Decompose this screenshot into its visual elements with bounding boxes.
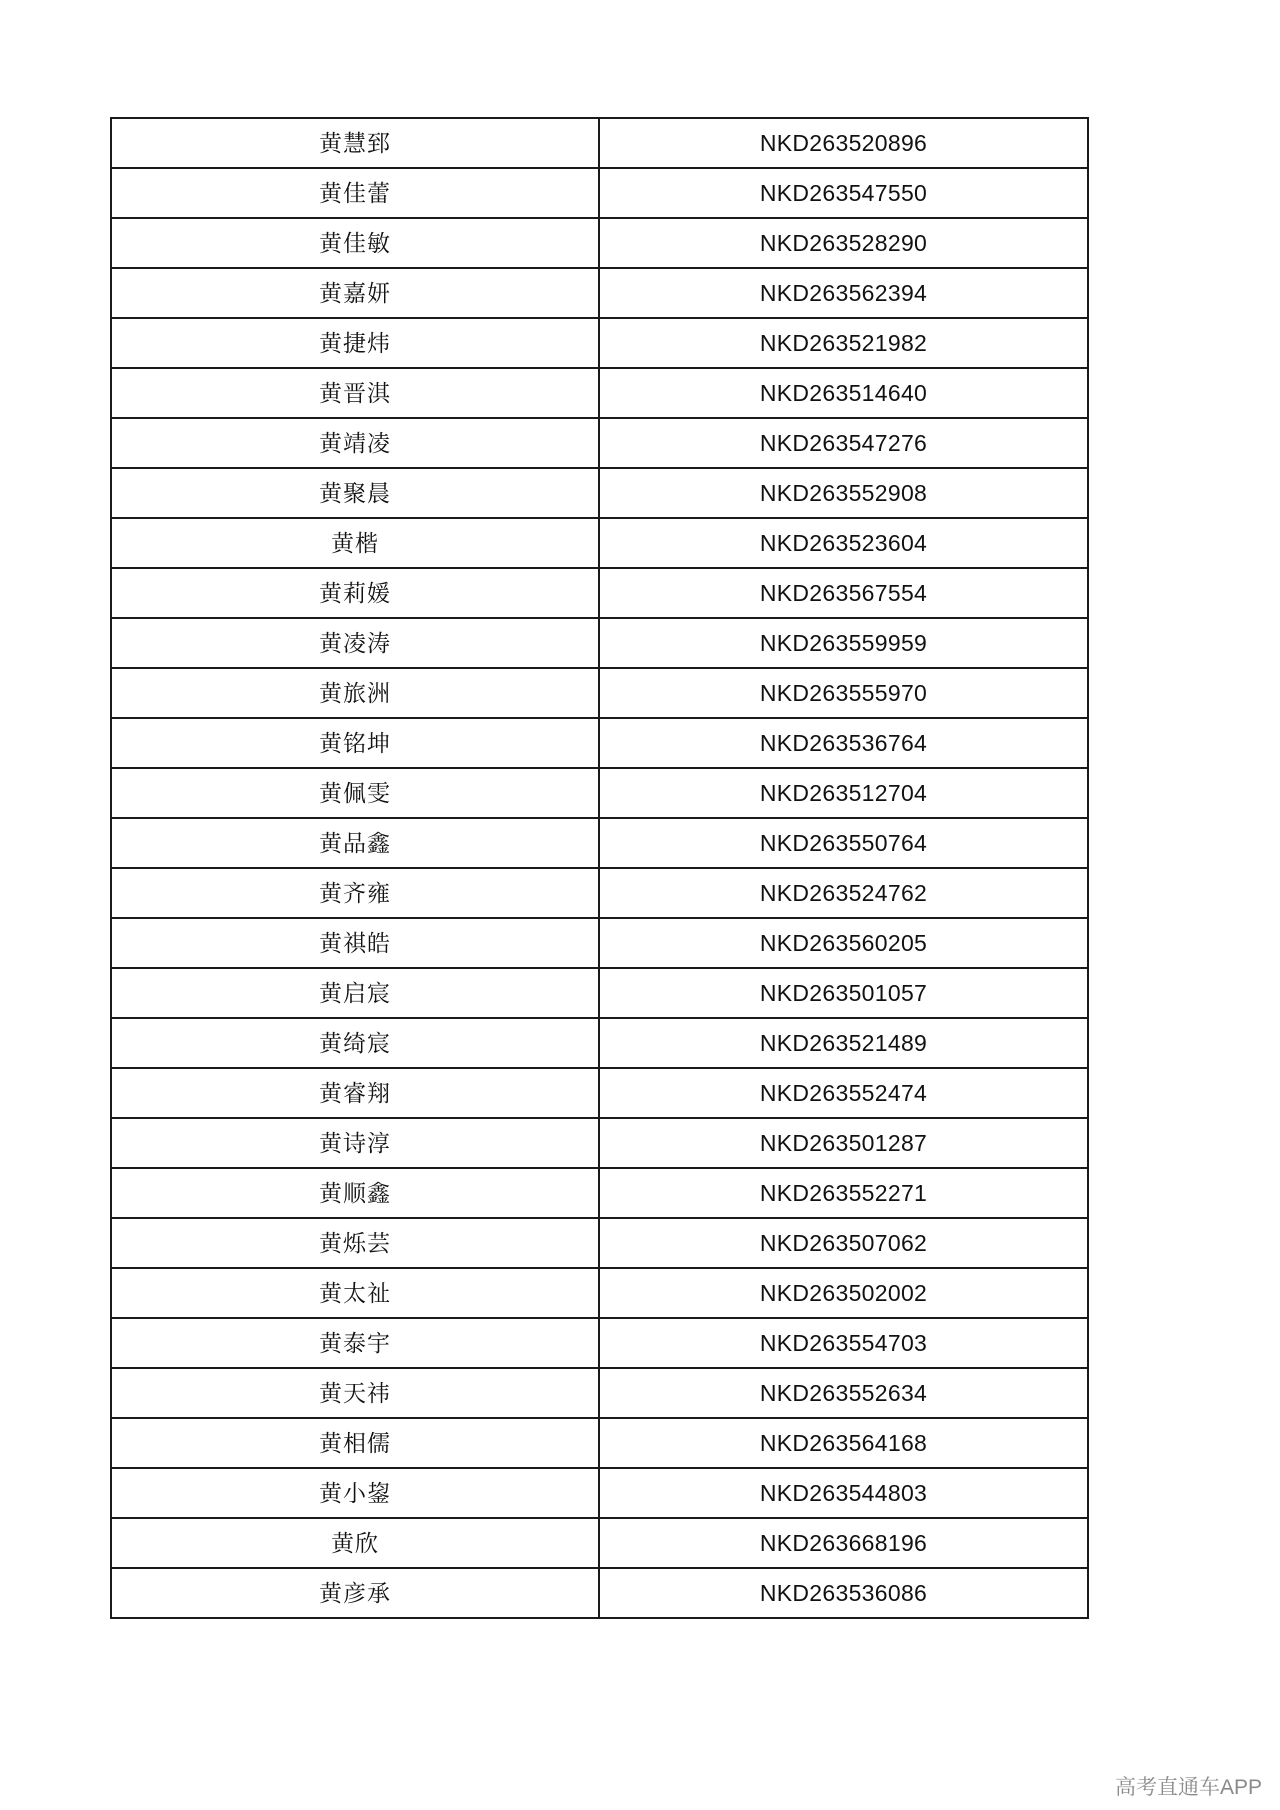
registration-id-cell: NKD263547276	[599, 418, 1088, 468]
student-name-cell: 黄启宸	[111, 968, 599, 1018]
registration-id-cell: NKD263514640	[599, 368, 1088, 418]
student-roster-table	[110, 117, 1089, 1619]
registration-id-cell: NKD263502002	[599, 1268, 1088, 1318]
watermark-text: 高考直通车APP	[1114, 1776, 1262, 1799]
table-row	[111, 268, 1088, 318]
table-row	[111, 1418, 1088, 1468]
table-row	[111, 1068, 1088, 1118]
registration-id-cell: NKD263521489	[599, 1018, 1088, 1068]
table-row	[111, 1518, 1088, 1568]
registration-id-cell: NKD263559959	[599, 618, 1088, 668]
student-name-cell: 黄慧郅	[111, 118, 599, 168]
registration-id-cell: NKD263512704	[599, 768, 1088, 818]
student-name-cell: 黄小鋆	[111, 1468, 599, 1518]
student-name-cell: 黄佳蕾	[111, 168, 599, 218]
student-name-cell: 黄齐雍	[111, 868, 599, 918]
student-name-cell: 黄顺鑫	[111, 1168, 599, 1218]
table-row	[111, 418, 1088, 468]
student-name-cell: 黄品鑫	[111, 818, 599, 868]
registration-id-cell: NKD263560205	[599, 918, 1088, 968]
registration-id-cell: NKD263501057	[599, 968, 1088, 1018]
table-row	[111, 1368, 1088, 1418]
roster-table-body	[111, 118, 1088, 1618]
table-row	[111, 1268, 1088, 1318]
table-row	[111, 1168, 1088, 1218]
table-row	[111, 1218, 1088, 1268]
student-name-cell: 黄楷	[111, 518, 599, 568]
table-row	[111, 368, 1088, 418]
table-row	[111, 918, 1088, 968]
registration-id-cell: NKD263501287	[599, 1118, 1088, 1168]
table-row	[111, 1568, 1088, 1618]
registration-id-cell: NKD263552271	[599, 1168, 1088, 1218]
student-name-cell: 黄晋淇	[111, 368, 599, 418]
table-row	[111, 518, 1088, 568]
table-row	[111, 218, 1088, 268]
registration-id-cell: NKD263552474	[599, 1068, 1088, 1118]
registration-id-cell: NKD263555970	[599, 668, 1088, 718]
student-name-cell: 黄诗淳	[111, 1118, 599, 1168]
registration-id-cell: NKD263536086	[599, 1568, 1088, 1618]
table-row	[111, 1468, 1088, 1518]
table-row	[111, 568, 1088, 618]
registration-id-cell: NKD263536764	[599, 718, 1088, 768]
registration-id-cell: NKD263521982	[599, 318, 1088, 368]
student-name-cell: 黄祺皓	[111, 918, 599, 968]
student-name-cell: 黄烁芸	[111, 1218, 599, 1268]
registration-id-cell: NKD263567554	[599, 568, 1088, 618]
registration-id-cell: NKD263520896	[599, 118, 1088, 168]
student-name-cell: 黄相儒	[111, 1418, 599, 1468]
registration-id-cell: NKD263564168	[599, 1418, 1088, 1468]
registration-id-cell: NKD263544803	[599, 1468, 1088, 1518]
table-row	[111, 468, 1088, 518]
student-name-cell: 黄绮宸	[111, 1018, 599, 1068]
student-name-cell: 黄太祉	[111, 1268, 599, 1318]
table-row	[111, 718, 1088, 768]
registration-id-cell: NKD263668196	[599, 1518, 1088, 1568]
registration-id-cell: NKD263528290	[599, 218, 1088, 268]
student-name-cell: 黄佳敏	[111, 218, 599, 268]
student-name-cell: 黄捷炜	[111, 318, 599, 368]
table-row	[111, 318, 1088, 368]
table-row	[111, 1118, 1088, 1168]
student-name-cell: 黄泰宇	[111, 1318, 599, 1368]
registration-id-cell: NKD263547550	[599, 168, 1088, 218]
student-name-cell: 黄欣	[111, 1518, 599, 1568]
student-name-cell: 黄佩雯	[111, 768, 599, 818]
table-row	[111, 1318, 1088, 1368]
student-name-cell: 黄彦承	[111, 1568, 599, 1618]
registration-id-cell: NKD263550764	[599, 818, 1088, 868]
table-row	[111, 118, 1088, 168]
table-row	[111, 968, 1088, 1018]
student-name-cell: 黄凌涛	[111, 618, 599, 668]
table-row	[111, 818, 1088, 868]
student-name-cell: 黄聚晨	[111, 468, 599, 518]
student-name-cell: 黄旅洲	[111, 668, 599, 718]
registration-id-cell: NKD263554703	[599, 1318, 1088, 1368]
student-name-cell: 黄睿翔	[111, 1068, 599, 1118]
registration-id-cell: NKD263562394	[599, 268, 1088, 318]
table-row	[111, 868, 1088, 918]
table-row	[111, 768, 1088, 818]
table-row	[111, 618, 1088, 668]
registration-id-cell: NKD263507062	[599, 1218, 1088, 1268]
registration-id-cell: NKD263552634	[599, 1368, 1088, 1418]
table-row	[111, 1018, 1088, 1068]
registration-id-cell: NKD263523604	[599, 518, 1088, 568]
table-row	[111, 168, 1088, 218]
table-row	[111, 668, 1088, 718]
student-name-cell: 黄天祎	[111, 1368, 599, 1418]
student-name-cell: 黄嘉妍	[111, 268, 599, 318]
student-name-cell: 黄铭坤	[111, 718, 599, 768]
registration-id-cell: NKD263524762	[599, 868, 1088, 918]
registration-id-cell: NKD263552908	[599, 468, 1088, 518]
student-name-cell: 黄靖凌	[111, 418, 599, 468]
student-name-cell: 黄莉媛	[111, 568, 599, 618]
